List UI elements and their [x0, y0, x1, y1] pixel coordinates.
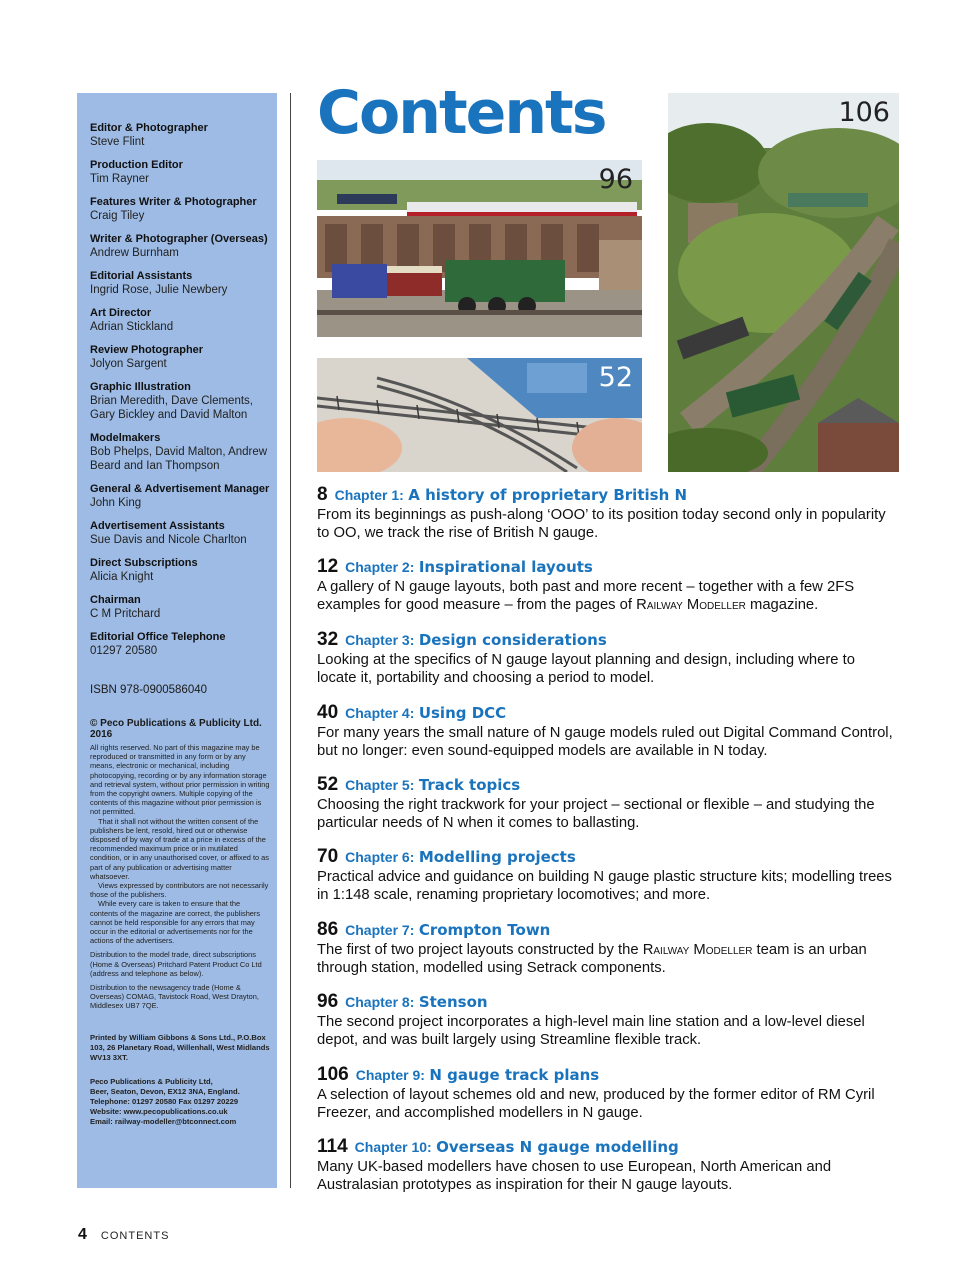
footer-section-name: CONTENTS: [100, 1230, 170, 1242]
magazine-name: Railway Modeller: [636, 597, 746, 613]
credit-entry: Advertisement Assistants Sue Davis and Nicole Charlton: [90, 520, 247, 546]
credit-entry: Features Writer & Photographer Craig Tiley: [90, 196, 257, 222]
publisher-email[interactable]: Email: railway-modeller@btconnect.com: [90, 1116, 237, 1126]
photo-page-number: 96: [598, 164, 633, 195]
chapter-label: Chapter 9:: [355, 1067, 425, 1083]
resale-text: That it shall not without the written consent of the publishers be lent, resold, hired out or otherwise disposed of by way of trade at a price in excess of the recommended maximum price or in mutilated condition, or in any unauthorised cover, or affixed to as part of any publication or advertising matter whatsoever.: [90, 816, 269, 881]
chapter-title: Track topics: [418, 776, 521, 794]
chapter-page-number: 40: [317, 702, 339, 723]
credit-entry: Chairman C M Pritchard: [90, 594, 161, 620]
photo-page-52: [317, 358, 642, 472]
chapter-label: Chapter 5:: [345, 777, 415, 793]
chapter-label: Chapter 3:: [345, 632, 415, 648]
chapter-title: Using DCC: [418, 704, 507, 722]
credit-entry: Editorial Office Telephone 01297 20580: [90, 631, 226, 657]
magazine-name: Railway Modeller: [642, 942, 753, 958]
photo-page-number: 52: [598, 362, 633, 393]
chapter-label: Chapter 1:: [334, 487, 404, 503]
chapter-description: Looking at the specifics of N gauge layout planning and design, including where to locate it, portability and choosing a period to model.: [317, 652, 855, 686]
chapter-description: A selection of layout schemes old and new, produced by the former editor of RM Cyril Freezer, and accomplished modellers in N gauge.: [317, 1087, 875, 1121]
publisher-website[interactable]: Website: www.pecopublications.co.uk: [90, 1106, 228, 1116]
isbn: ISBN 978-0900586040: [90, 684, 208, 696]
copyright-notice: © Peco Publications & Publicity Ltd. 2016: [90, 718, 262, 740]
chapter-entry[interactable]: [317, 992, 897, 1049]
credit-entry: Editor & Photographer Steve Flint: [90, 122, 208, 148]
credit-entry: Production Editor Tim Rayner: [90, 159, 183, 185]
chapter-entry[interactable]: [317, 775, 897, 832]
credit-entry: Art Director Adrian Stickland: [90, 307, 174, 333]
chapter-page-number: 86: [317, 919, 339, 940]
publisher-telephone: Telephone: 01297 20580 Fax 01297 20229: [90, 1096, 239, 1106]
credit-entry: Graphic Illustration Brian Meredith, Dave Clements, Gary Bickley and David Malton: [90, 381, 253, 421]
publisher-info: [90, 1077, 276, 1127]
photo-page-96: [317, 160, 642, 337]
station-scene-image: [317, 160, 642, 337]
chapter-label: Chapter 6:: [345, 849, 415, 865]
chapter-entry[interactable]: [317, 847, 897, 904]
credit-entry: Direct Subscriptions Alicia Knight: [90, 557, 198, 583]
chapter-page-number: 114: [317, 1136, 348, 1157]
chapter-label: Chapter 2:: [345, 559, 415, 575]
chapter-description: Choosing the right trackwork for your project – sectional or flexible – and studying the particular needs of N when it comes to ballasting.: [317, 797, 875, 831]
chapter-description: From its beginnings as push-along ‘OOO’ to its position today second only in popularity to OO, we track the rise of British N gauge.: [317, 507, 886, 541]
chapter-description: The first of two project layouts constructed by the Railway Modeller team is an urban through station, modelled using Setrack components.: [317, 942, 867, 976]
credit-entry: Modelmakers Bob Phelps, David Malton, Andrew Beard and Ian Thompson: [90, 432, 268, 472]
distribution-newsagency-text: Distribution to the newsagency trade (Home & Overseas) COMAG, Tavistock Road, West Drayton, Middlesex UB7 7QE.: [90, 983, 259, 1011]
rights-text: All rights reserved. No part of this magazine may be reproduced or transmitted in any form or by any means, electronic or mechanical, including photocopying, recording or by any information storage and retrieval system, without prior permission in writing from the copyright owners. Multiple copying of the contents of this magazine without prior permission is not permitted.: [90, 743, 270, 817]
trackwork-hands-image: [317, 358, 642, 472]
chapter-label: Chapter 7:: [345, 922, 415, 938]
chapter-page-number: 96: [317, 991, 339, 1012]
chapter-title: Modelling projects: [418, 848, 576, 866]
chapter-entry[interactable]: [317, 630, 897, 687]
chapter-entry[interactable]: [317, 485, 897, 542]
chapter-entry[interactable]: [317, 557, 897, 614]
chapter-title: Inspirational layouts: [418, 558, 593, 576]
page-footer: [78, 1226, 169, 1244]
chapter-entry[interactable]: [317, 1137, 897, 1194]
chapter-page-number: 12: [317, 556, 339, 577]
credit-entry: Review Photographer Jolyon Sargent: [90, 344, 204, 370]
chapter-description: A gallery of N gauge layouts, both past and more recent – together with a few 2FS examples for good measure – from the pages of Railway Modeller magazine.: [317, 579, 855, 613]
chapter-page-number: 8: [317, 484, 328, 505]
chapter-label: Chapter 8:: [345, 994, 415, 1010]
chapter-label: Chapter 10:: [354, 1139, 432, 1155]
chapter-description: Many UK-based modellers have chosen to use European, North American and Australasian prototypes as inspiration for their N gauge layouts.: [317, 1159, 832, 1193]
chapter-title: Overseas N gauge modelling: [436, 1138, 679, 1156]
credit-entry: Writer & Photographer (Overseas) Andrew Burnham: [90, 233, 268, 259]
chapter-description: Practical advice and guidance on building N gauge plastic structure kits; modelling trees in 1:148 scale, renaming proprietary locomotives; and more.: [317, 869, 892, 903]
column-divider: [290, 93, 291, 1188]
credit-entry: General & Advertisement Manager John King: [90, 483, 270, 509]
chapter-page-number: 70: [317, 846, 339, 867]
credits-list: [90, 121, 277, 658]
chapter-entry[interactable]: [317, 1065, 897, 1122]
photo-page-106: [668, 93, 899, 472]
publisher-name: Peco Publications & Publicity Ltd,: [90, 1076, 213, 1086]
chapter-title: A history of proprietary British N: [408, 486, 688, 504]
distribution-trade-text: Distribution to the model trade, direct subscriptions (Home & Overseas) Pritchard Patent Product Co Ltd (address and telephone as below).: [90, 950, 262, 978]
chapter-title: N gauge track plans: [429, 1066, 600, 1084]
credits-sidebar: [77, 93, 277, 1188]
photo-page-number: 106: [838, 97, 890, 128]
chapter-title: Stenson: [418, 993, 488, 1011]
publisher-address: Beer, Seaton, Devon, EX12 3NA, England.: [90, 1086, 240, 1096]
chapter-page-number: 32: [317, 629, 339, 650]
chapter-page-number: 52: [317, 774, 339, 795]
printer-info: Printed by William Gibbons & Sons Ltd., P.O.Box 103, 26 Planetary Road, Willenhall, West Midlands WV13 3XT.: [90, 1032, 270, 1062]
credit-entry: Editorial Assistants Ingrid Rose, Julie Newbery: [90, 270, 228, 296]
chapter-description: For many years the small nature of N gauge models ruled out Digital Command Control, but no longer: even sound-equipped models are available in N today.: [317, 725, 893, 759]
page-title: Contents: [317, 78, 606, 148]
footer-page-number: 4: [78, 1226, 87, 1243]
chapter-description: The second project incorporates a high-level main line station and a low-level diesel depot, and was built largely using Streamline flexible track.: [317, 1014, 865, 1048]
layout-scene-image: [668, 93, 899, 472]
liability-text: While every care is taken to ensure that the contents of the magazine are correct, the publishers cannot be held responsible for any errors that may occur in the editorial or advertisements nor for the actions of the advertisers.: [90, 899, 261, 946]
chapter-entry[interactable]: [317, 920, 897, 977]
chapter-title: Design considerations: [418, 631, 607, 649]
chapter-label: Chapter 4:: [345, 705, 415, 721]
views-text: Views expressed by contributors are not necessarily those of the publishers.: [90, 881, 269, 900]
chapter-page-number: 106: [317, 1064, 349, 1085]
chapter-entry[interactable]: [317, 703, 897, 760]
chapter-title: Crompton Town: [418, 921, 551, 939]
